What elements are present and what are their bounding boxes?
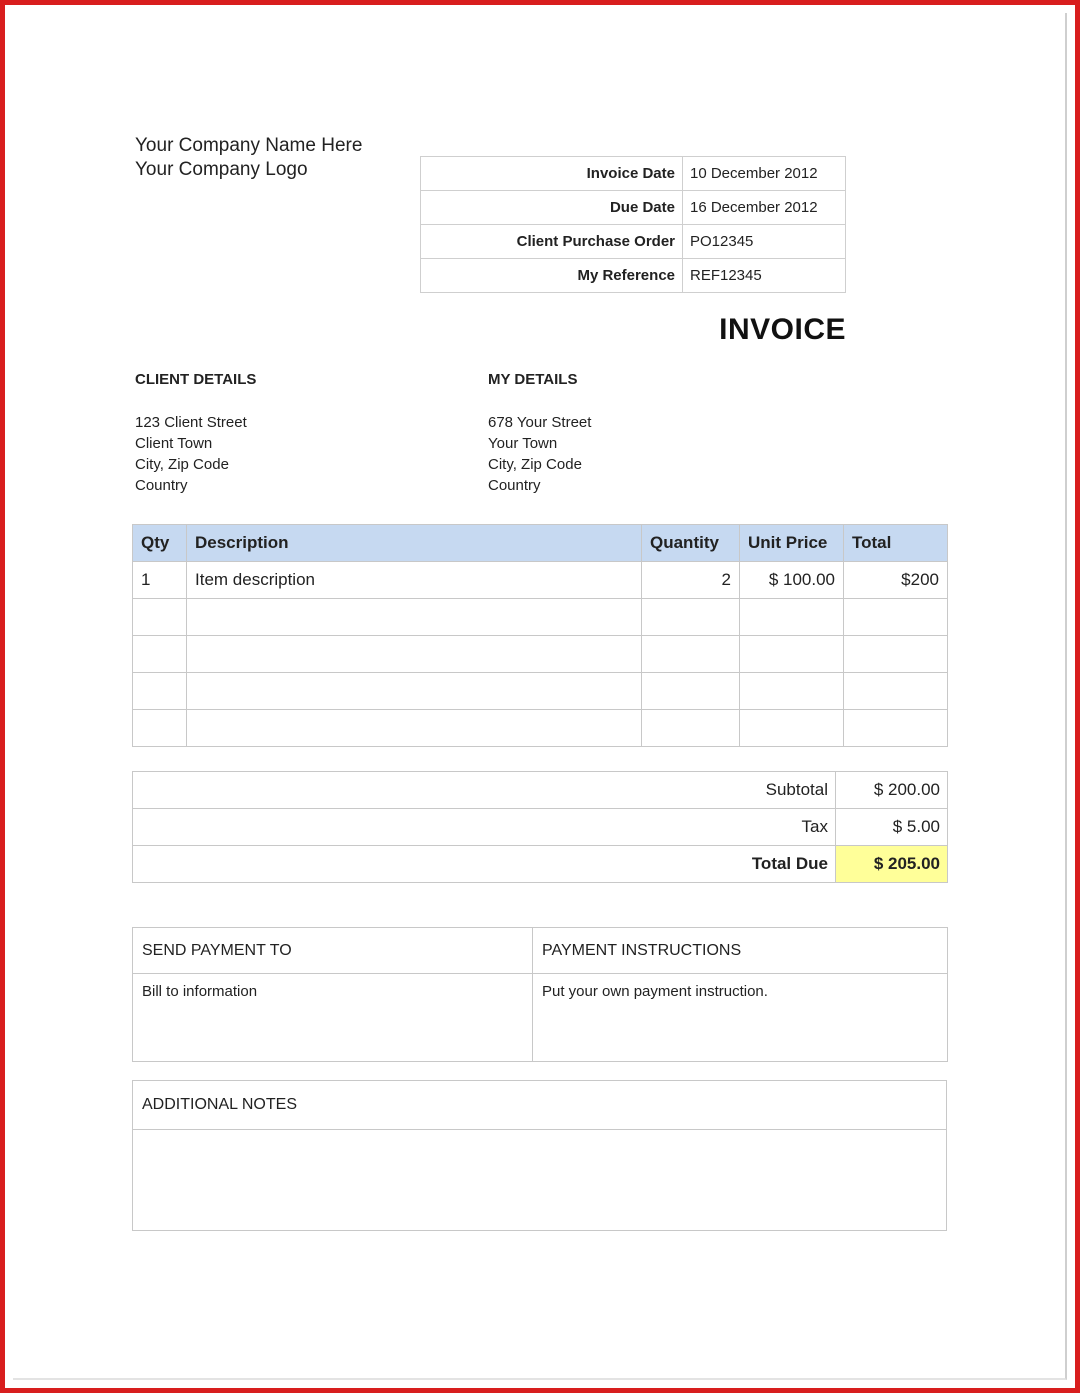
empty-cell [187,710,642,747]
empty-cell [844,710,948,747]
subtotal-row [133,772,948,809]
my-address [488,412,591,496]
meta-label: My Reference [421,259,683,293]
empty-cell [642,599,740,636]
empty-cell [133,636,187,673]
payment-instruction-text: Put your own payment instruction. [533,974,948,1062]
meta-row [421,225,846,259]
meta-label: Invoice Date [421,157,683,191]
meta-value: PO12345 [683,225,846,259]
col-qty: Qty [133,525,187,562]
subtotal-value: $ 200.00 [836,772,948,809]
empty-cell [187,636,642,673]
empty-cell [844,636,948,673]
total-due-label: Total Due [133,846,836,883]
client-details-heading: CLIENT DETAILS [135,371,257,388]
tax-value: $ 5.00 [836,809,948,846]
empty-cell [844,673,948,710]
col-unit-price: Unit Price [740,525,844,562]
totals-table [132,771,948,883]
payment-table [132,927,948,1062]
address-line: City, Zip Code [488,456,582,473]
empty-cell [740,673,844,710]
empty-cell [133,710,187,747]
meta-row [421,191,846,225]
empty-cell [642,673,740,710]
col-description: Description [187,525,642,562]
address-line: 123 Client Street [135,414,247,431]
empty-cell [740,599,844,636]
payment-header-row [133,928,948,974]
meta-row [421,259,846,293]
meta-value: REF12345 [683,259,846,293]
company-logo-text: Your Company Logo [135,159,308,180]
col-quantity: Quantity [642,525,740,562]
empty-cell [187,599,642,636]
empty-cell [844,599,948,636]
total-due-value: $ 205.00 [836,846,948,883]
table-row-empty [133,599,948,636]
empty-cell [133,599,187,636]
empty-cell [187,673,642,710]
empty-cell [740,710,844,747]
empty-cell [740,636,844,673]
cell-quantity: 2 [642,562,740,599]
cell-total: $200 [844,562,948,599]
line-items-header [133,525,948,562]
payment-instructions-heading: PAYMENT INSTRUCTIONS [533,928,948,974]
table-row-empty [133,673,948,710]
payment-body-row [133,974,948,1062]
line-items-table [132,524,948,747]
empty-cell [642,710,740,747]
bill-to-text: Bill to information [133,974,533,1062]
address-line: Country [488,477,541,494]
invoice-title: INVOICE [719,313,846,346]
col-total: Total [844,525,948,562]
address-line: Your Town [488,435,558,452]
additional-notes-heading: ADDITIONAL NOTES [133,1081,947,1130]
total-due-row [133,846,948,883]
meta-value: 16 December 2012 [683,191,846,225]
cell-unit-price: $ 100.00 [740,562,844,599]
empty-cell [642,636,740,673]
address-line: Country [135,477,188,494]
company-block [135,134,362,182]
additional-notes-body [133,1130,947,1231]
cell-qty: 1 [133,562,187,599]
invoice-meta-table [420,156,846,293]
my-details-heading: MY DETAILS [488,371,578,388]
company-name: Your Company Name Here [135,135,363,156]
table-row-empty [133,710,948,747]
address-line: City, Zip Code [135,456,229,473]
address-line: 678 Your Street [488,414,592,431]
send-payment-heading: SEND PAYMENT TO [133,928,533,974]
cell-description: Item description [187,562,642,599]
meta-label: Client Purchase Order [421,225,683,259]
meta-row [421,157,846,191]
notes-body-row [133,1130,947,1231]
tax-row [133,809,948,846]
notes-table [132,1080,947,1231]
table-row-empty [133,636,948,673]
empty-cell [133,673,187,710]
address-line: Client Town [135,435,213,452]
meta-label: Due Date [421,191,683,225]
subtotal-label: Subtotal [133,772,836,809]
meta-value: 10 December 2012 [683,157,846,191]
tax-label: Tax [133,809,836,846]
notes-header-row [133,1081,947,1130]
table-row [133,562,948,599]
client-address [135,412,247,496]
